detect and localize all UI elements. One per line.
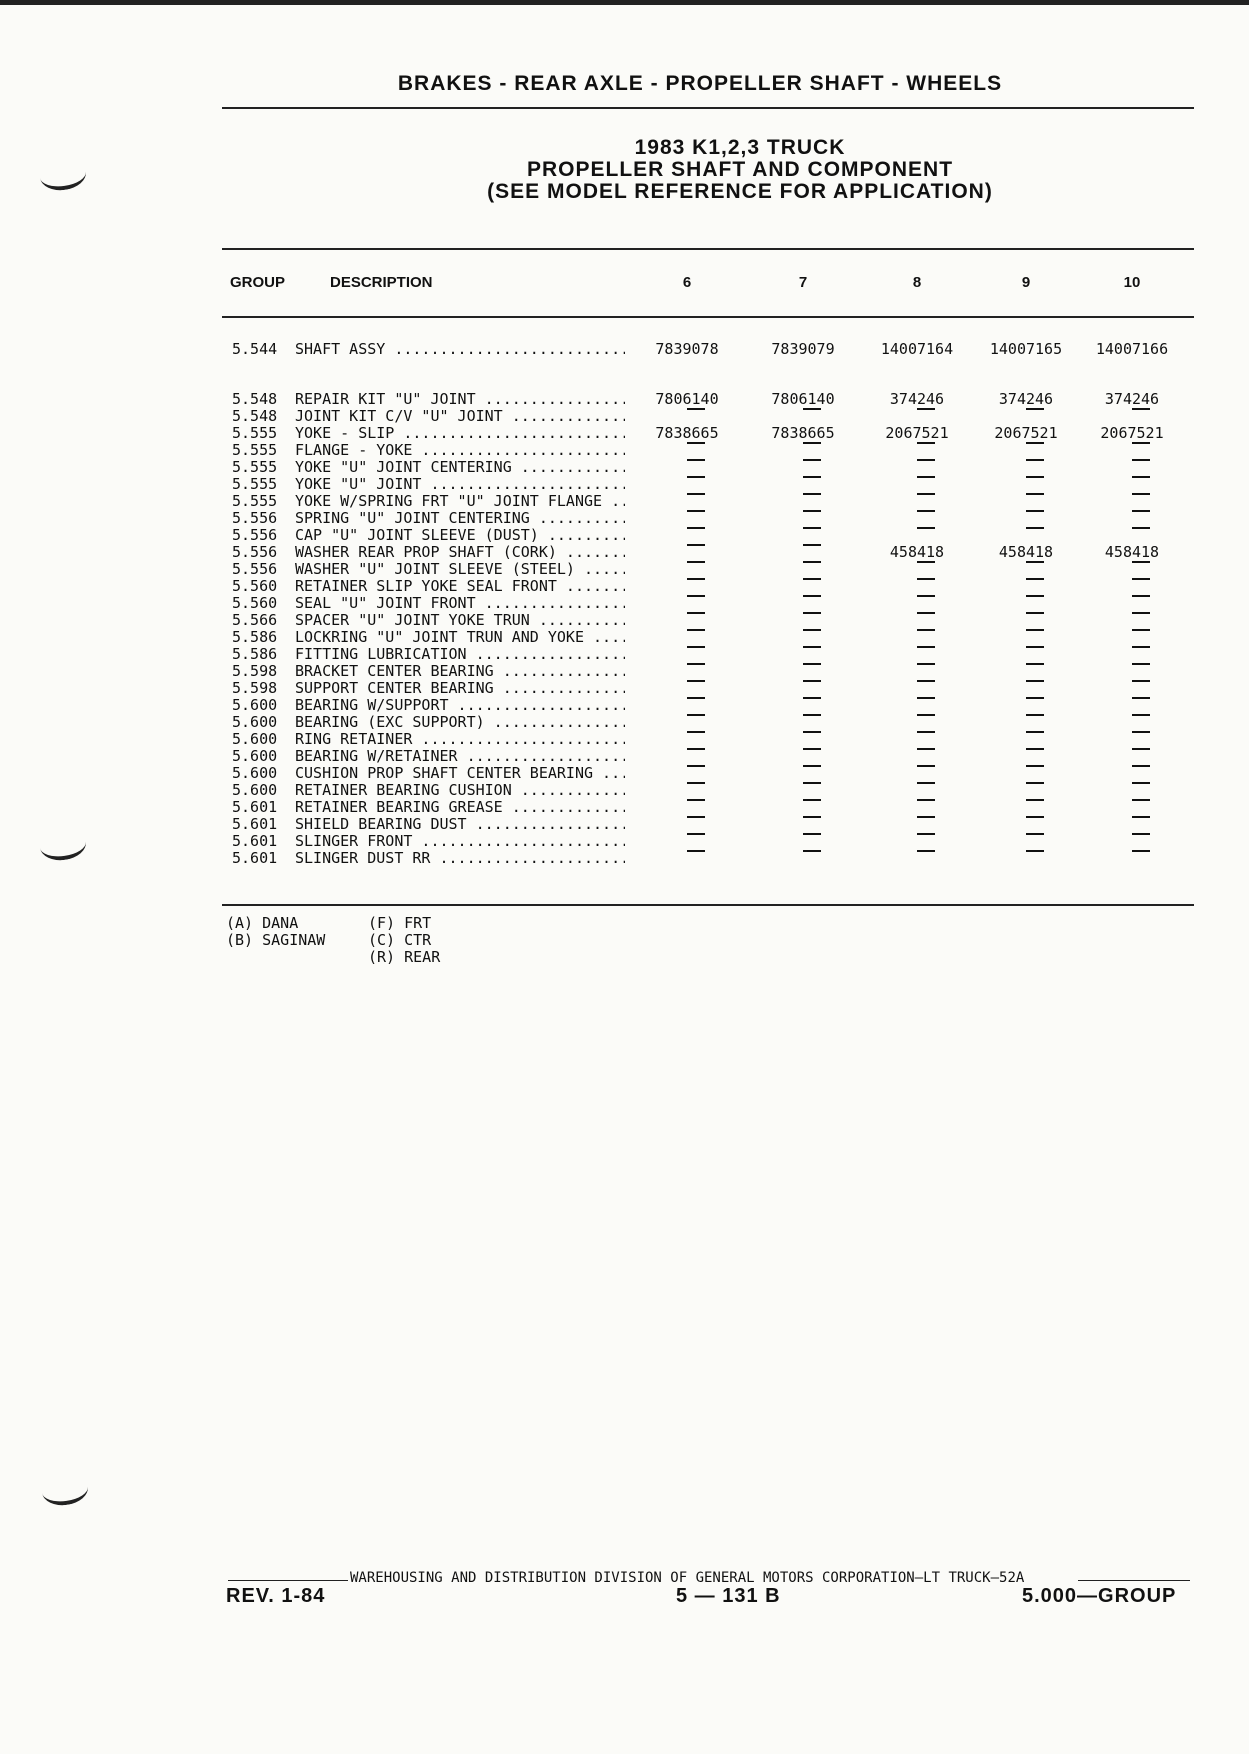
group-cell: 5.548 bbox=[232, 390, 278, 408]
column-header-6: 6 bbox=[682, 274, 692, 291]
dash-mark bbox=[917, 799, 935, 801]
dash-mark bbox=[1132, 493, 1150, 495]
group-cell: 5.544 bbox=[232, 340, 278, 358]
description-cell bbox=[295, 341, 625, 358]
title-line-2: PROPELLER SHAFT AND COMPONENT bbox=[526, 158, 954, 181]
description-cell bbox=[295, 833, 625, 850]
table-row bbox=[0, 714, 1249, 731]
description-cell bbox=[295, 663, 625, 680]
description-cell bbox=[295, 561, 625, 578]
dash-mark bbox=[917, 442, 935, 444]
dash-mark bbox=[1026, 561, 1044, 563]
description-cell bbox=[295, 544, 625, 561]
dash-mark bbox=[917, 527, 935, 529]
dash-mark bbox=[1132, 765, 1150, 767]
dash-mark bbox=[803, 731, 821, 733]
dash-mark bbox=[803, 850, 821, 852]
dash-mark bbox=[687, 663, 705, 665]
dash-mark bbox=[1026, 765, 1044, 767]
dash-mark bbox=[687, 799, 705, 801]
footer-division-text: WAREHOUSING AND DISTRIBUTION DIVISION OF GENERAL MOTORS CORPORATION—LT TRUCK—52A bbox=[350, 1570, 1025, 1586]
footer-page-number: 5 — 131 B bbox=[676, 1585, 781, 1607]
dash-mark bbox=[687, 782, 705, 784]
part-cell-9: 2067521 bbox=[994, 424, 1058, 442]
group-cell: 5.556 bbox=[232, 560, 278, 578]
dash-mark bbox=[1026, 476, 1044, 478]
dash-mark bbox=[1132, 612, 1150, 614]
dash-mark bbox=[917, 731, 935, 733]
dash-mark bbox=[917, 850, 935, 852]
dash-mark bbox=[1026, 578, 1044, 580]
description-text: SLINGER FRONT ..... bbox=[295, 833, 625, 850]
description-cell bbox=[295, 459, 625, 476]
part-cell-9: 458418 bbox=[998, 543, 1054, 561]
table-row bbox=[0, 578, 1249, 595]
part-cell-8: 14007164 bbox=[880, 340, 954, 358]
description-cell bbox=[295, 629, 625, 646]
group-cell: 5.601 bbox=[232, 832, 278, 850]
dash-mark bbox=[687, 476, 705, 478]
dash-mark bbox=[687, 680, 705, 682]
description-text: YOKE - SLIP ..... bbox=[295, 425, 625, 442]
footer-revision: REV. 1-84 bbox=[226, 1585, 326, 1607]
dash-mark bbox=[687, 697, 705, 699]
description-cell bbox=[295, 612, 625, 629]
binder-hole-mark-bottom bbox=[40, 1472, 90, 1508]
table-row bbox=[0, 816, 1249, 833]
part-cell-7: 7806140 bbox=[771, 390, 835, 408]
dash-mark bbox=[917, 714, 935, 716]
footer-rule-right bbox=[1078, 1580, 1190, 1581]
dash-mark bbox=[917, 476, 935, 478]
dash-mark bbox=[1132, 748, 1150, 750]
table-row bbox=[0, 561, 1249, 578]
dash-mark bbox=[1026, 646, 1044, 648]
dash-mark bbox=[803, 782, 821, 784]
dash-mark bbox=[917, 748, 935, 750]
column-header-group: GROUP bbox=[230, 274, 286, 291]
dash-mark bbox=[803, 833, 821, 835]
dash-mark bbox=[1132, 442, 1150, 444]
group-cell: 5.600 bbox=[232, 747, 278, 765]
description-cell bbox=[295, 425, 625, 442]
table-row bbox=[0, 850, 1249, 867]
description-text: CUSHION PROP SHAFT CENTER BEARING ..... bbox=[295, 765, 625, 782]
dash-mark bbox=[917, 765, 935, 767]
section-header: BRAKES - REAR AXLE - PROPELLER SHAFT - WHEELS bbox=[397, 72, 1003, 95]
description-text: RETAINER BEARING CUSHION ..... bbox=[295, 782, 625, 799]
table-row bbox=[0, 765, 1249, 782]
group-cell: 5.560 bbox=[232, 577, 278, 595]
description-cell bbox=[295, 816, 625, 833]
dash-mark bbox=[803, 646, 821, 648]
column-header-rule bbox=[222, 316, 1194, 318]
dash-mark bbox=[1132, 459, 1150, 461]
dash-mark bbox=[917, 646, 935, 648]
dash-mark bbox=[1026, 493, 1044, 495]
dash-mark bbox=[1026, 680, 1044, 682]
dash-mark bbox=[917, 833, 935, 835]
table-row bbox=[0, 680, 1249, 697]
dash-mark bbox=[687, 748, 705, 750]
dash-mark bbox=[1026, 833, 1044, 835]
part-cell-6: 7838665 bbox=[655, 424, 719, 442]
dash-mark bbox=[687, 442, 705, 444]
dash-mark bbox=[803, 578, 821, 580]
description-text: FLANGE - YOKE ..... bbox=[295, 442, 625, 459]
dash-mark bbox=[687, 510, 705, 512]
part-cell-6: 7806140 bbox=[655, 390, 719, 408]
dash-mark bbox=[1026, 697, 1044, 699]
table-row bbox=[0, 748, 1249, 765]
group-cell: 5.555 bbox=[232, 424, 278, 442]
dash-mark bbox=[1026, 799, 1044, 801]
group-cell: 5.601 bbox=[232, 815, 278, 833]
description-cell bbox=[295, 697, 625, 714]
group-cell: 5.556 bbox=[232, 526, 278, 544]
group-cell: 5.560 bbox=[232, 594, 278, 612]
dash-mark bbox=[1026, 850, 1044, 852]
description-cell bbox=[295, 476, 625, 493]
dash-mark bbox=[917, 612, 935, 614]
dash-mark bbox=[803, 459, 821, 461]
description-text: RETAINER SLIP YOKE SEAL FRONT ..... bbox=[295, 578, 625, 595]
table-bottom-rule bbox=[222, 904, 1194, 906]
description-text: SPRING "U" JOINT CENTERING ..... bbox=[295, 510, 625, 527]
description-text: FITTING LUBRICATION ..... bbox=[295, 646, 625, 663]
group-cell: 5.600 bbox=[232, 713, 278, 731]
group-cell: 5.598 bbox=[232, 679, 278, 697]
description-cell bbox=[295, 680, 625, 697]
description-text: SEAL "U" JOINT FRONT ..... bbox=[295, 595, 625, 612]
table-row bbox=[0, 408, 1249, 425]
part-cell-10: 2067521 bbox=[1100, 424, 1164, 442]
group-cell: 5.600 bbox=[232, 730, 278, 748]
legend-left bbox=[226, 915, 325, 949]
dash-mark bbox=[1132, 731, 1150, 733]
binder-hole-mark-top bbox=[38, 157, 88, 193]
description-text: BRACKET CENTER BEARING ..... bbox=[295, 663, 625, 680]
dash-mark bbox=[1026, 782, 1044, 784]
group-cell: 5.555 bbox=[232, 441, 278, 459]
dash-mark bbox=[1026, 595, 1044, 597]
dash-mark bbox=[687, 408, 705, 410]
description-text: WASHER "U" JOINT SLEEVE (STEEL) ..... bbox=[295, 561, 625, 578]
dash-mark bbox=[1132, 833, 1150, 835]
dash-mark bbox=[1132, 782, 1150, 784]
dash-mark bbox=[803, 527, 821, 529]
dash-mark bbox=[687, 459, 705, 461]
group-cell: 5.548 bbox=[232, 407, 278, 425]
dash-mark bbox=[917, 680, 935, 682]
legend-ctr: (C) CTR bbox=[368, 931, 432, 949]
group-cell: 5.586 bbox=[232, 645, 278, 663]
description-cell bbox=[295, 510, 625, 527]
dash-mark bbox=[1132, 408, 1150, 410]
table-row bbox=[0, 476, 1249, 493]
dash-mark bbox=[1132, 663, 1150, 665]
dash-mark bbox=[1132, 714, 1150, 716]
description-text: REPAIR KIT "U" JOINT ..... bbox=[295, 391, 625, 408]
dash-mark bbox=[803, 680, 821, 682]
dash-mark bbox=[1026, 442, 1044, 444]
table-row bbox=[0, 782, 1249, 799]
table-row bbox=[0, 510, 1249, 527]
description-cell bbox=[295, 782, 625, 799]
dash-mark bbox=[917, 459, 935, 461]
dash-mark bbox=[803, 714, 821, 716]
dash-mark bbox=[687, 595, 705, 597]
top-border bbox=[0, 0, 1249, 5]
part-cell-7: 7839079 bbox=[771, 340, 835, 358]
description-text: SUPPORT CENTER BEARING ..... bbox=[295, 680, 625, 697]
dash-mark bbox=[803, 442, 821, 444]
description-cell bbox=[295, 595, 625, 612]
dash-mark bbox=[1026, 731, 1044, 733]
dash-mark bbox=[1132, 595, 1150, 597]
description-text: YOKE "U" JOINT ..... bbox=[295, 476, 625, 493]
description-cell bbox=[295, 391, 625, 408]
part-cell-8: 2067521 bbox=[885, 424, 949, 442]
description-cell bbox=[295, 731, 625, 748]
group-cell: 5.566 bbox=[232, 611, 278, 629]
description-cell bbox=[295, 442, 625, 459]
dash-mark bbox=[917, 595, 935, 597]
dash-mark bbox=[803, 697, 821, 699]
dash-mark bbox=[803, 595, 821, 597]
dash-mark bbox=[1132, 697, 1150, 699]
dash-mark bbox=[803, 816, 821, 818]
dash-mark bbox=[1026, 527, 1044, 529]
table-row bbox=[0, 493, 1249, 510]
dash-mark bbox=[687, 850, 705, 852]
dash-mark bbox=[1026, 816, 1044, 818]
group-cell: 5.555 bbox=[232, 492, 278, 510]
group-cell: 5.556 bbox=[232, 509, 278, 527]
part-cell-8: 458418 bbox=[889, 543, 945, 561]
group-cell: 5.555 bbox=[232, 475, 278, 493]
table-row bbox=[0, 612, 1249, 629]
dash-mark bbox=[687, 493, 705, 495]
dash-mark bbox=[917, 629, 935, 631]
dash-mark bbox=[687, 765, 705, 767]
dash-mark bbox=[803, 765, 821, 767]
description-cell bbox=[295, 527, 625, 544]
dash-mark bbox=[1132, 850, 1150, 852]
table-top-rule bbox=[222, 248, 1194, 250]
dash-mark bbox=[687, 561, 705, 563]
dash-mark bbox=[917, 663, 935, 665]
dash-mark bbox=[1132, 799, 1150, 801]
legend-rear: (R) REAR bbox=[368, 948, 441, 966]
description-text: LOCKRING "U" JOINT TRUN AND YOKE ..... bbox=[295, 629, 625, 646]
legend-right bbox=[368, 915, 440, 966]
table-row bbox=[0, 799, 1249, 816]
header-rule bbox=[222, 107, 1194, 109]
legend-saginaw: (B) SAGINAW bbox=[226, 931, 326, 949]
description-text: BEARING W/SUPPORT ..... bbox=[295, 697, 625, 714]
description-text: SPACER "U" JOINT YOKE TRUN ..... bbox=[295, 612, 625, 629]
dash-mark bbox=[803, 612, 821, 614]
table-row bbox=[0, 527, 1249, 544]
column-header-8: 8 bbox=[912, 274, 922, 291]
dash-mark bbox=[803, 663, 821, 665]
description-cell bbox=[295, 850, 625, 867]
description-text: BEARING (EXC SUPPORT) ..... bbox=[295, 714, 625, 731]
part-cell-10: 14007166 bbox=[1095, 340, 1169, 358]
group-cell: 5.598 bbox=[232, 662, 278, 680]
description-text: RETAINER BEARING GREASE ..... bbox=[295, 799, 625, 816]
part-cell-10: 374246 bbox=[1104, 390, 1160, 408]
table-row bbox=[0, 731, 1249, 748]
footer-group: 5.000—GROUP bbox=[1022, 1585, 1177, 1607]
dash-mark bbox=[1026, 663, 1044, 665]
description-text: JOINT KIT C/V "U" JOINT ..... bbox=[295, 408, 625, 425]
dash-mark bbox=[1132, 527, 1150, 529]
description-cell bbox=[295, 578, 625, 595]
table-row-shaft-assy bbox=[0, 341, 1249, 358]
table-row bbox=[0, 544, 1249, 561]
dash-mark bbox=[917, 578, 935, 580]
dash-mark bbox=[803, 493, 821, 495]
part-cell-10: 458418 bbox=[1104, 543, 1160, 561]
description-cell bbox=[295, 748, 625, 765]
dash-mark bbox=[687, 833, 705, 835]
dash-mark bbox=[687, 731, 705, 733]
table-row bbox=[0, 442, 1249, 459]
table-row bbox=[0, 595, 1249, 612]
title-line-3: (SEE MODEL REFERENCE FOR APPLICATION) bbox=[487, 180, 993, 203]
legend-dana: (A) DANA bbox=[226, 914, 299, 932]
group-cell: 5.601 bbox=[232, 849, 278, 867]
description-text: SHAFT ASSY ..... bbox=[295, 341, 625, 358]
description-cell bbox=[295, 799, 625, 816]
dash-mark bbox=[917, 408, 935, 410]
dash-mark bbox=[687, 578, 705, 580]
dash-mark bbox=[1026, 459, 1044, 461]
dash-mark bbox=[687, 612, 705, 614]
dash-mark bbox=[687, 714, 705, 716]
group-cell: 5.600 bbox=[232, 781, 278, 799]
description-text: YOKE "U" JOINT CENTERING ..... bbox=[295, 459, 625, 476]
group-cell: 5.601 bbox=[232, 798, 278, 816]
column-header-description: DESCRIPTION bbox=[330, 274, 433, 291]
description-text: RING RETAINER ..... bbox=[295, 731, 625, 748]
table-row bbox=[0, 425, 1249, 442]
part-cell-9: 14007165 bbox=[989, 340, 1063, 358]
dash-mark bbox=[687, 544, 705, 546]
dash-mark bbox=[1132, 476, 1150, 478]
group-cell: 5.586 bbox=[232, 628, 278, 646]
column-header-7: 7 bbox=[798, 274, 808, 291]
group-cell: 5.600 bbox=[232, 696, 278, 714]
dash-mark bbox=[1132, 578, 1150, 580]
table-row bbox=[0, 833, 1249, 850]
dash-mark bbox=[1132, 561, 1150, 563]
footer-rule-left bbox=[228, 1580, 348, 1581]
table-row bbox=[0, 391, 1249, 408]
description-text: SLINGER DUST RR ..... bbox=[295, 850, 625, 867]
table-row bbox=[0, 629, 1249, 646]
dash-mark bbox=[1132, 629, 1150, 631]
description-cell bbox=[295, 408, 625, 425]
dash-mark bbox=[803, 561, 821, 563]
description-text: WASHER REAR PROP SHAFT (CORK) ..... bbox=[295, 544, 625, 561]
description-cell bbox=[295, 646, 625, 663]
dash-mark bbox=[1026, 714, 1044, 716]
dash-mark bbox=[1132, 510, 1150, 512]
group-cell: 5.556 bbox=[232, 543, 278, 561]
part-cell-9: 374246 bbox=[998, 390, 1054, 408]
dash-mark bbox=[1132, 646, 1150, 648]
dash-mark bbox=[917, 510, 935, 512]
dash-mark bbox=[1132, 816, 1150, 818]
part-cell-7: 7838665 bbox=[771, 424, 835, 442]
description-text: SHIELD BEARING DUST ..... bbox=[295, 816, 625, 833]
dash-mark bbox=[917, 816, 935, 818]
legend-frt: (F) FRT bbox=[368, 914, 432, 932]
dash-mark bbox=[1132, 680, 1150, 682]
group-cell: 5.600 bbox=[232, 764, 278, 782]
description-text: CAP "U" JOINT SLEEVE (DUST) ..... bbox=[295, 527, 625, 544]
table-row bbox=[0, 697, 1249, 714]
dash-mark bbox=[687, 629, 705, 631]
dash-mark bbox=[917, 493, 935, 495]
column-header-9: 9 bbox=[1021, 274, 1031, 291]
dash-mark bbox=[687, 816, 705, 818]
group-cell: 5.555 bbox=[232, 458, 278, 476]
dash-mark bbox=[803, 510, 821, 512]
table-row bbox=[0, 663, 1249, 680]
dash-mark bbox=[1026, 629, 1044, 631]
dash-mark bbox=[1026, 510, 1044, 512]
dash-mark bbox=[803, 799, 821, 801]
dash-mark bbox=[803, 629, 821, 631]
dash-mark bbox=[803, 476, 821, 478]
description-text: BEARING W/RETAINER ..... bbox=[295, 748, 625, 765]
title-line-1: 1983 K1,2,3 TRUCK bbox=[634, 136, 846, 159]
description-cell bbox=[295, 765, 625, 782]
dash-mark bbox=[803, 748, 821, 750]
description-cell bbox=[295, 714, 625, 731]
dash-mark bbox=[803, 408, 821, 410]
description-text: YOKE W/SPRING FRT "U" JOINT FLANGE ..... bbox=[295, 493, 625, 510]
dash-mark bbox=[1026, 612, 1044, 614]
dash-mark bbox=[1026, 748, 1044, 750]
dash-mark bbox=[917, 561, 935, 563]
table-row bbox=[0, 646, 1249, 663]
description-cell bbox=[295, 493, 625, 510]
dash-mark bbox=[917, 782, 935, 784]
dash-mark bbox=[687, 646, 705, 648]
part-cell-6: 7839078 bbox=[655, 340, 719, 358]
dash-mark bbox=[1026, 408, 1044, 410]
table-row bbox=[0, 459, 1249, 476]
column-header-10: 10 bbox=[1123, 274, 1141, 291]
dash-mark bbox=[803, 544, 821, 546]
dash-mark bbox=[687, 527, 705, 529]
part-cell-8: 374246 bbox=[889, 390, 945, 408]
dash-mark bbox=[917, 697, 935, 699]
